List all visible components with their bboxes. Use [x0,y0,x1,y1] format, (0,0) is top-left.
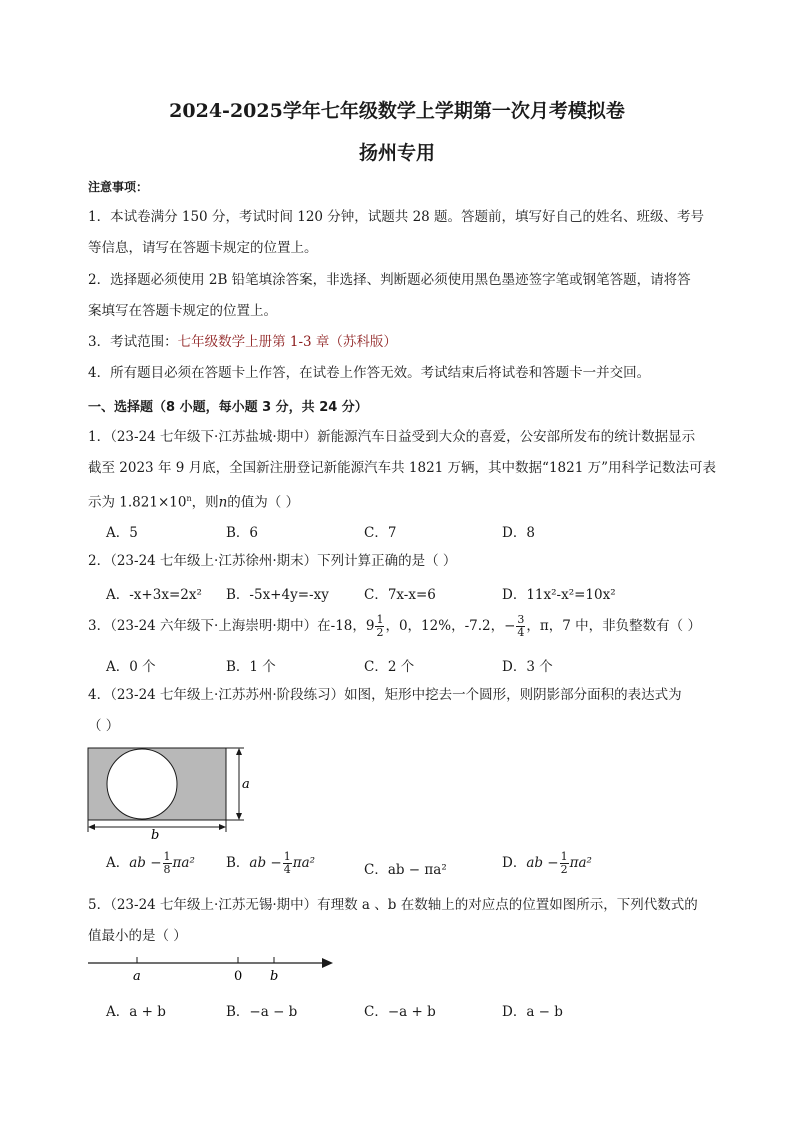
q3-mid: ，0，12%，-7.2，− [385,618,516,634]
page-subtitle: 扬州专用 [358,142,435,164]
dim-b-arrow-right [219,824,226,830]
note-2-line-1: 2．选择题必须使用 2B 铅笔填涂答案，非选择、判断题必须使用黑色墨迹签字笔或钢笔答题，请将答 [88,272,691,288]
dim-b-label: b [151,828,160,840]
q2-option-c[interactable]: C．7x-x=6 [364,587,436,603]
q4-opt-d-expr: ab − [526,855,559,871]
q4-option-c[interactable]: C．ab − πa² [364,862,447,878]
q4-option-a[interactable] [106,851,195,876]
q4-opt-b-num: 1 [283,850,291,863]
q5-line-1: 5．（23-24 七年级上·江苏无锡·期中）有理数 a 、b 在数轴上的对应点的位置如图所示，下列代数式的 [88,897,698,913]
q3-fraction-1 [375,614,384,639]
q4-opt-a-tail: πa² [172,855,195,871]
q5-option-d[interactable]: D．a − b [502,1004,563,1020]
q4-opt-d-tail: πa² [569,855,592,871]
note-3-scope: 七年级数学上册第 1-3 章（苏科版） [177,334,397,350]
q4-opt-b-den: 4 [283,863,291,876]
dim-a-label: a [242,777,250,792]
q3-f2-num: 3 [517,613,525,626]
notes-heading: 注意事项： [88,180,149,194]
note-4: 4．所有题目必须在答题卡上作答，在试卷上作答无效。考试结束后将试卷和答题卡一并交回。 [88,365,651,381]
q2-option-a[interactable]: A．-x+3x=2x² [106,587,202,603]
axis-label-b: b [270,969,279,984]
rectangle-circle-figure [84,744,254,840]
q4-opt-b-prefix: B． [226,855,250,871]
q4-opt-b-frac [283,851,292,876]
dim-b-arrow-left [88,824,95,830]
dim-a-arrow-down [236,813,242,820]
q4-option-d[interactable] [502,851,592,876]
q4-opt-d-prefix: D． [502,855,527,871]
q3-f1-num: 1 [376,613,384,626]
q1-line-1: 1．（23-24 七年级下·江苏盐城·期中）新能源汽车日益受到大众的喜爱，公安部所发布的统计数据显示 [88,429,696,445]
q4-opt-a-frac [163,851,172,876]
q2-option-b[interactable]: B．-5x+4y=-xy [226,587,329,603]
number-line-arrow [322,958,333,968]
section-1-heading: 一、选择题（8 小题，每小题 3 分，共 24 分） [88,400,368,415]
q1-option-b[interactable]: B．6 [226,525,259,541]
q4-opt-d-frac [560,851,569,876]
q4-opt-a-num: 1 [163,850,171,863]
q1-option-c[interactable]: C．7 [364,525,397,541]
q3-option-a[interactable]: A．0 个 [106,659,156,675]
q3-f1-den: 2 [376,626,384,639]
q4-opt-b-tail: πa² [292,855,316,871]
q5-option-a[interactable]: A．a + b [106,1004,166,1020]
q3-option-b[interactable]: B．1 个 [226,659,276,675]
q4-option-b[interactable] [226,851,315,876]
q1-line-2: 截至 2023 年 9 月底，全国新注册登记新能源汽车共 1821 万辆，其中数据“1821 万”用科学记数法可表 [88,460,716,476]
q3-stem [88,614,701,639]
note-3-prefix: 3．考试范围： [88,334,178,350]
q1-line-3-post: 的值为（ ） [227,494,300,511]
note-1-line-1: 1．本试卷满分 150 分，考试时间 120 分钟，试题共 28 题。答题前，填写好自己的姓名、班级、考号 [88,209,705,225]
q4-opt-a-prefix: A． [106,855,130,871]
q1-line-3-pre: 示为 1.821×10 [88,494,187,511]
q1-option-a[interactable]: A．5 [106,525,138,541]
q4-line-1: 4．（23-24 七年级上·江苏苏州·阶段练习）如图，矩形中挖去一个圆形，则阴影部分面积的表达式为 [88,687,682,703]
page-title: 2024-2025学年七年级数学上学期第一次月考模拟卷 [169,100,625,122]
q4-opt-a-den: 8 [163,863,171,876]
q4-opt-d-num: 1 [560,850,568,863]
q1-line-3-mid: ，则 [191,494,219,511]
q2-option-d[interactable]: D．11x²-x²=10x² [502,587,616,603]
q4-opt-b-expr: ab − [249,855,282,871]
note-1-line-2: 等信息，请写在答题卡规定的位置上。 [88,240,318,256]
removed-circle [107,749,177,819]
q3-post: ，π，7 中，非负整数有（ ） [526,618,701,634]
q4-opt-a-expr: ab − [129,855,162,871]
q2-stem: 2．（23-24 七年级上·江苏徐州·期末）下列计算正确的是（ ） [88,553,457,569]
axis-label-0: 0 [234,969,243,984]
q1-line-3 [88,490,299,512]
q1-var-n: n [218,494,228,511]
q5-line-2: 值最小的是（ ） [88,928,187,944]
q4-line-2: （ ） [88,718,120,734]
q3-option-d[interactable]: D．3 个 [502,659,553,675]
q3-option-c[interactable]: C．2 个 [364,659,415,675]
q3-f2-den: 4 [517,626,525,639]
dim-a-arrow-up [236,748,242,755]
note-3 [88,333,397,351]
q1-exponent: n [186,494,192,503]
q3-fraction-2 [516,614,525,639]
number-line-figure [84,952,338,986]
axis-label-a: a [133,969,141,984]
q5-option-c[interactable]: C．−a + b [364,1004,436,1020]
note-2-line-2: 案填写在答题卡规定的位置上。 [88,303,277,319]
q5-option-b[interactable]: B．−a − b [226,1004,298,1020]
q3-pre: 3．（23-24 六年级下·上海崇明·期中）在-18，9 [88,618,375,634]
q4-opt-d-den: 2 [560,863,568,876]
q1-option-d[interactable]: D．8 [502,525,535,541]
